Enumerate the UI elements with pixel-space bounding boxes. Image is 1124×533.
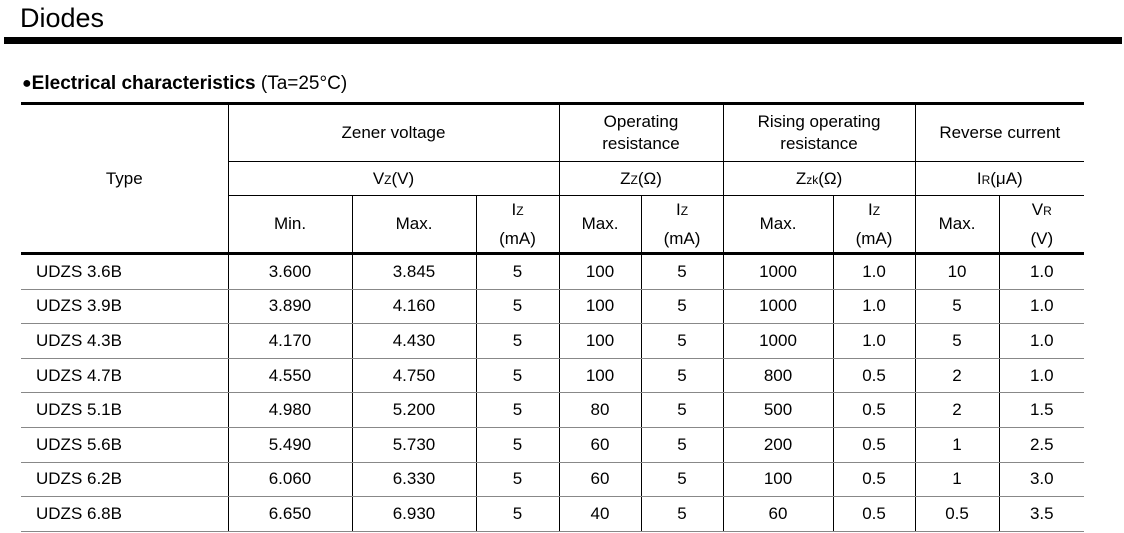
table-cell: 5 [476,254,559,290]
table-cell: 5 [641,427,723,462]
table-cell: 100 [723,462,833,497]
table-cell: 1.0 [833,254,915,290]
table-cell: 800 [723,358,833,393]
table-cell: 4.980 [228,393,352,428]
section-heading [22,72,347,96]
table-cell: 5.200 [352,393,476,428]
table-cell: 1.0 [999,358,1084,393]
table-cell: 1.0 [833,289,915,324]
type-cell: UDZS 3.9B [21,289,228,324]
table-cell: 1000 [723,254,833,290]
table-cell: 80 [559,393,641,428]
vz-iz-header: IZ (mA) [476,196,559,254]
table-cell: 5 [641,254,723,290]
table-cell: 60 [559,462,641,497]
table-cell: 5 [641,289,723,324]
table-cell: 5 [476,289,559,324]
table-cell: 500 [723,393,833,428]
table-row [21,393,1084,428]
table-row [21,289,1084,324]
zz-max-header: Max. [559,196,641,254]
table-cell: 0.5 [833,497,915,532]
table-cell: 2.5 [999,427,1084,462]
table-row [21,254,1084,290]
reverse-current-header: Reverse current [915,104,1084,162]
table-cell: 100 [559,358,641,393]
table-cell: 4.170 [228,324,352,359]
table-cell: 3.890 [228,289,352,324]
zzk-iz-header: IZ (mA) [833,196,915,254]
table-cell: 5.730 [352,427,476,462]
table-cell: 0.5 [833,393,915,428]
table-row [21,462,1084,497]
table-cell: 100 [559,324,641,359]
table-row [21,358,1084,393]
type-cell: UDZS 5.6B [21,427,228,462]
bullet-icon: ● [22,75,32,92]
zener-voltage-unit: VZ(V) [228,162,559,196]
table-cell: 5 [476,462,559,497]
table-cell: 5 [641,462,723,497]
table-cell: 100 [559,289,641,324]
table-cell: 60 [723,497,833,532]
table-cell: 1.0 [999,324,1084,359]
type-cell: UDZS 5.1B [21,393,228,428]
table-cell: 5 [476,324,559,359]
rising-operating-resistance-header [723,104,915,162]
table-row [21,497,1084,532]
table-cell: 10 [915,254,999,290]
table-cell: 3.845 [352,254,476,290]
zener-voltage-header: Zener voltage [228,104,559,162]
table-cell: 0.5 [833,462,915,497]
type-cell: UDZS 4.3B [21,324,228,359]
page-title: Diodes [20,3,105,33]
table-cell: 4.430 [352,324,476,359]
table-cell: 3.600 [228,254,352,290]
operating-resistance-line1: Operating [603,112,679,131]
table-cell: 60 [559,427,641,462]
reverse-current-unit: IR(μA) [915,162,1084,196]
ir-max-header: Max. [915,196,999,254]
table-cell: 5.490 [228,427,352,462]
table-cell: 5 [641,324,723,359]
table-cell: 4.550 [228,358,352,393]
electrical-characteristics-table [21,102,1084,532]
rising-operating-resistance-line2: resistance [780,134,858,153]
vz-max-header: Max. [352,196,476,254]
table-cell: 0.5 [833,427,915,462]
ir-vr-header: VR (V) [999,196,1084,254]
type-cell: UDZS 6.2B [21,462,228,497]
operating-resistance-line2: resistance [602,134,680,153]
table-cell: 5 [641,497,723,532]
section-heading-title: Electrical characteristics [31,73,256,94]
type-cell: UDZS 4.7B [21,358,228,393]
table-cell: 40 [559,497,641,532]
type-cell: UDZS 3.6B [21,254,228,290]
type-header: Type [21,104,228,254]
table-cell: 1000 [723,324,833,359]
table-cell: 4.160 [352,289,476,324]
rising-operating-resistance-unit: Zzk(Ω) [723,162,915,196]
table-row [21,427,1084,462]
table-cell: 6.060 [228,462,352,497]
table-cell: 5 [641,358,723,393]
table-cell: 200 [723,427,833,462]
table-cell: 5 [476,427,559,462]
table-cell: 0.5 [915,497,999,532]
operating-resistance-header [559,104,723,162]
table-cell: 1.0 [999,289,1084,324]
table-cell: 1.0 [833,324,915,359]
table-cell: 1 [915,427,999,462]
table-cell: 2 [915,358,999,393]
table-cell: 2 [915,393,999,428]
table-cell: 1000 [723,289,833,324]
table-cell: 1.5 [999,393,1084,428]
zzk-max-header: Max. [723,196,833,254]
title-rule [4,37,1122,44]
table-cell: 5 [915,324,999,359]
zz-iz-header: IZ (mA) [641,196,723,254]
table-row [21,324,1084,359]
table-cell: 100 [559,254,641,290]
vz-min-header: Min. [228,196,352,254]
table-cell: 5 [915,289,999,324]
table-cell: 6.330 [352,462,476,497]
table-cell: 1.0 [999,254,1084,290]
table-cell: 4.750 [352,358,476,393]
table-cell: 3.0 [999,462,1084,497]
type-cell: UDZS 6.8B [21,497,228,532]
table-cell: 6.930 [352,497,476,532]
rising-operating-resistance-line1: Rising operating [757,112,881,131]
table-cell: 1 [915,462,999,497]
table-cell: 5 [476,497,559,532]
operating-resistance-unit: ZZ(Ω) [559,162,723,196]
table-cell: 6.650 [228,497,352,532]
table-cell: 5 [476,358,559,393]
table-cell: 5 [641,393,723,428]
section-heading-condition: (Ta=25°C) [255,73,348,94]
table-cell: 5 [476,393,559,428]
table-cell: 3.5 [999,497,1084,532]
table-cell: 0.5 [833,358,915,393]
